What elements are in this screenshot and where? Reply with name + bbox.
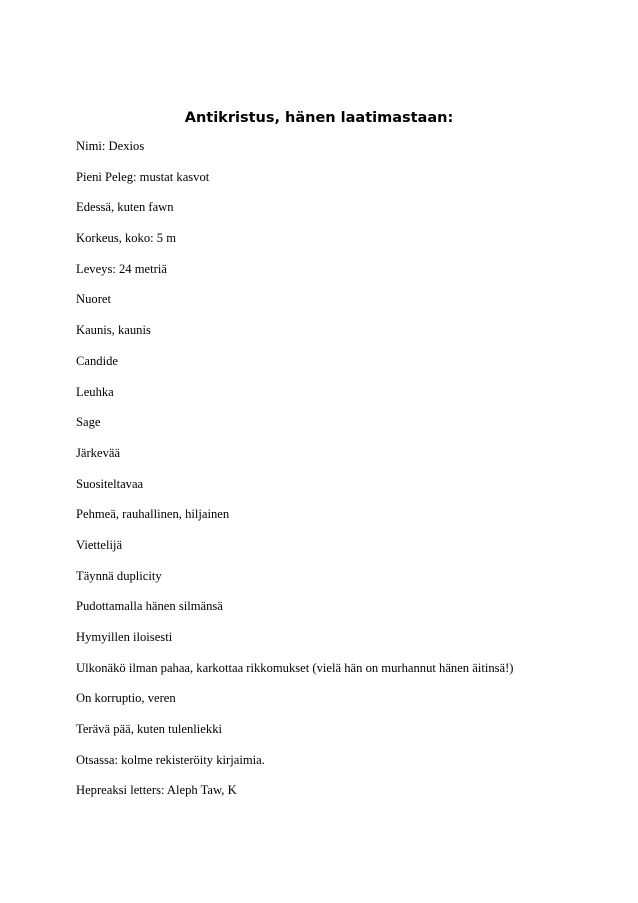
document-line: Ulkonäkö ilman pahaa, karkottaa rikkomukset (vielä hän on murhannut hänen äitinsä!) bbox=[76, 660, 514, 675]
document-line: Täynnä duplicity bbox=[76, 568, 162, 583]
document-line: Pehmeä, rauhallinen, hiljainen bbox=[76, 507, 230, 522]
document-line: Nuoret bbox=[76, 292, 111, 307]
document-line: Suositeltavaa bbox=[76, 476, 144, 491]
document-line: Kaunis, kaunis bbox=[76, 323, 151, 338]
document-line: Sage bbox=[76, 415, 101, 430]
document-line: Pudottamalla hänen silmänsä bbox=[76, 599, 223, 614]
document-line: Candide bbox=[76, 353, 118, 368]
document-line: Nimi: Dexios bbox=[76, 139, 145, 153]
document-line: Leuhka bbox=[76, 384, 114, 399]
document-line: Korkeus, koko: 5 m bbox=[76, 231, 177, 246]
document-line: Viettelijä bbox=[76, 537, 123, 552]
document-line: Hepreaksi letters: Aleph Taw, K bbox=[76, 783, 237, 798]
document-line: Järkevää bbox=[76, 445, 121, 460]
document-line: Hymyillen iloisesti bbox=[76, 630, 173, 644]
document-line: Pieni Peleg: mustat kasvot bbox=[76, 169, 210, 184]
document-line: Otsassa: kolme rekisteröity kirjaimia. bbox=[76, 752, 265, 767]
document-line: On korruptio, veren bbox=[76, 691, 176, 706]
document-line: Leveys: 24 metriä bbox=[76, 261, 167, 276]
document-line: Terävä pää, kuten tulenliekki bbox=[76, 722, 222, 737]
document-lines bbox=[76, 136, 616, 811]
document-line: Edessä, kuten fawn bbox=[76, 200, 174, 215]
document-title: Antikristus, hänen laatimastaan: bbox=[184, 110, 454, 126]
